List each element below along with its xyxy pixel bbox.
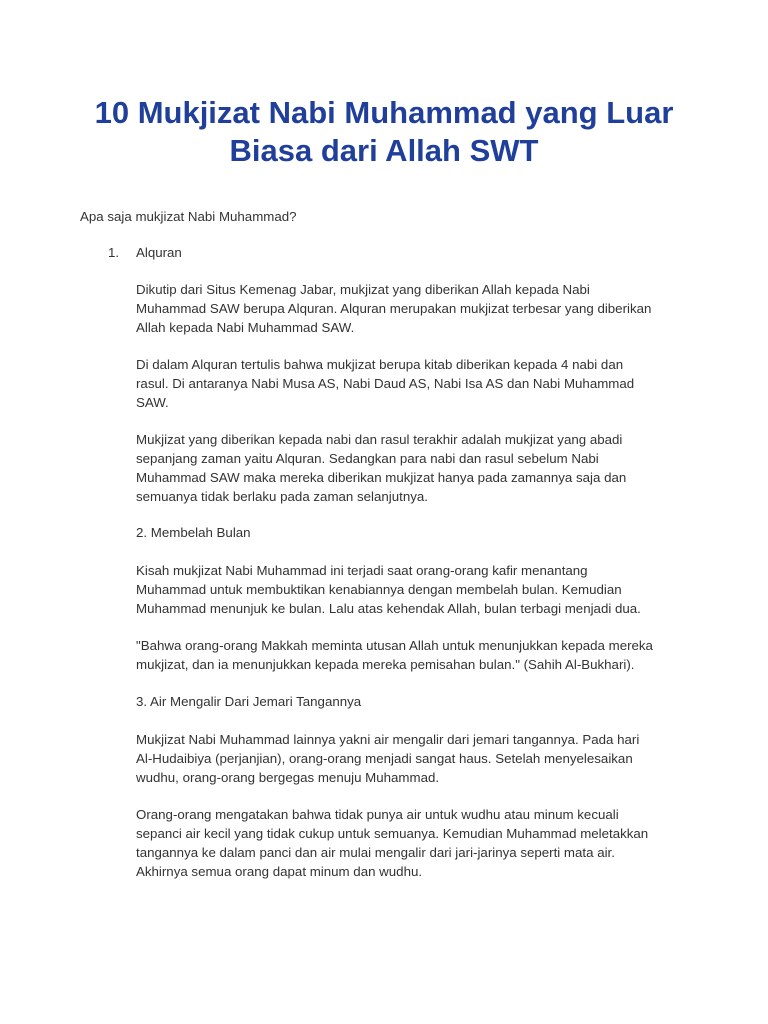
paragraph-line: mukjizat, dan ia menunjukkan kepada mereka pemisahan bulan." (Sahih Al-Bukhari). [136,657,635,672]
document-title-line: Biasa dari Allah SWT [229,133,539,168]
document-title [80,94,688,170]
paragraph [136,430,696,506]
paragraph-line: wudhu, orang-orang bergegas menuju Muhammad. [136,770,440,785]
paragraph [136,280,696,337]
paragraph-line: Muhammad SAW maka mereka diberikan mukjizat hanya pada zamannya saja dan [136,470,627,485]
paragraph-line: tangannya ke dalam panci dan air mulai mengalir dari jari-jarinya seperti mata air. [136,845,615,860]
paragraph-line: SAW. [136,395,169,410]
paragraph-line: Mukjizat yang diberikan kepada nabi dan rasul terakhir adalah mukjizat yang abadi [136,432,623,447]
paragraph [136,561,696,618]
paragraph-line: Kisah mukjizat Nabi Muhammad ini terjadi saat orang-orang kafir menantang [136,563,588,578]
paragraph-line: sepanci air kecil yang tidak cukup untuk semuanya. Kemudian Muhammad meletakkan [136,826,649,841]
paragraph [136,355,696,412]
section-2-heading: 2. Membelah Bulan [136,525,251,540]
paragraph-line: Dikutip dari Situs Kemenag Jabar, mukjizat yang diberikan Allah kepada Nabi [136,282,590,297]
paragraph-line: Orang-orang mengatakan bahwa tidak punya air untuk wudhu atau minum kecuali [136,807,619,822]
section-3-heading: 3. Air Mengalir Dari Jemari Tangannya [136,694,362,709]
paragraph [136,805,696,881]
paragraph-line: Al-Hudaibiya (perjanjian), orang-orang menjadi sangat haus. Setelah menyelesaikan [136,751,633,766]
paragraph-line: Di dalam Alquran tertulis bahwa mukjizat berupa kitab diberikan kepada 4 nabi dan [136,357,624,372]
document-title-line: 10 Mukjizat Nabi Muhammad yang Luar [94,95,674,130]
paragraph-line: semuanya tidak berlaku pada zaman selanjutnya. [136,489,428,504]
paragraph-quote [136,636,696,674]
paragraph-line: rasul. Di antaranya Nabi Musa AS, Nabi Daud AS, Nabi Isa AS dan Nabi Muhammad [136,376,635,391]
section-1-number: 1. [108,245,120,260]
section-1-heading: Alquran [136,245,182,260]
paragraph-line: sepanjang zaman yaitu Alquran. Sedangkan para nabi dan rasul sebelum Nabi [136,451,599,466]
paragraph-line: Muhammad untuk membuktikan kenabiannya dengan membelah bulan. Kemudian [136,582,622,597]
paragraph-line: Akhirnya semua orang dapat minum dan wudhu. [136,864,423,879]
paragraph-line: Muhammad menunjuk ke bulan. Lalu atas kehendak Allah, bulan terbagi menjadi dua. [136,601,641,616]
paragraph-line: "Bahwa orang-orang Makkah meminta utusan Allah untuk menunjukkan kepada mereka [136,638,653,653]
paragraph-line: Mukjizat Nabi Muhammad lainnya yakni air mengalir dari jemari tangannya. Pada hari [136,732,640,747]
intro-question: Apa saja mukjizat Nabi Muhammad? [80,209,297,224]
paragraph-line: Muhammad SAW berupa Alquran. Alquran merupakan mukjizat terbesar yang diberikan [136,301,652,316]
paragraph-line: Allah kepada Nabi Muhammad SAW. [136,320,355,335]
paragraph [136,730,696,787]
